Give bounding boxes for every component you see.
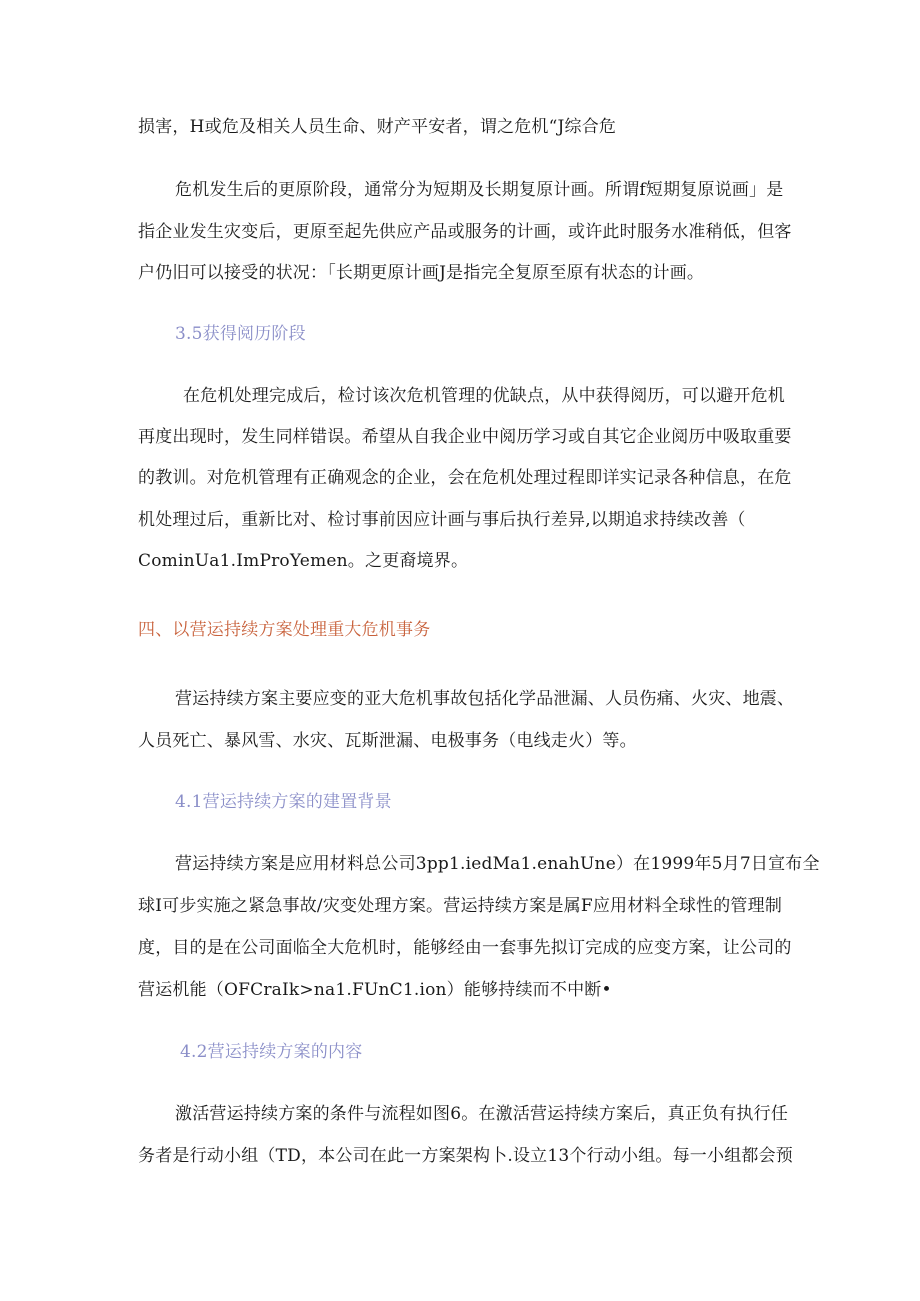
paragraph-line: 损害，H或危及相关人员生命、财产平安者，谓之危机“J综合危 — [138, 117, 617, 137]
paragraph-line: 户仍旧可以接受的状况：「长期更原计画J是指完全复原至原有状态的计画。 — [138, 263, 705, 283]
section-heading-3-5: 3.5获得阅历阶段 — [175, 324, 306, 344]
paragraph-line: 危机发生后的更原阶段，通常分为短期及长期复原计画。所谓f短期复原说画」是 — [175, 180, 784, 200]
paragraph-line: CominUa1.ImProYemen。之更裔境界。 — [138, 551, 469, 571]
paragraph-line: 指企业发生灾变后，更原至起先供应产品或服务的计画，或许此时服务水准稍低，但客 — [138, 222, 792, 242]
paragraph-line: 再度出现时，发生同样错误。希望从自我企业中阅历学习或自其它企业阅历中吸取重要 — [138, 427, 792, 447]
paragraph-line: 球I可步实施之紧急事故/灾变处理方案。营运持续方案是属F应用材料全球性的管理制 — [138, 896, 783, 916]
section-heading-4-1: 4.1营运持续方案的建置背景 — [175, 792, 392, 812]
paragraph-line: 人员死亡、暴风雪、水灾、瓦斯泄漏、电极事务（电线走火）等。 — [138, 731, 637, 751]
paragraph-line: 在危机处理完成后，检讨该次危机管理的优缺点，从中获得阅历，可以避开危机 — [183, 386, 785, 406]
paragraph-line: 机处理过后，重新比对、检讨事前因应计画与事后执行差异,以期追求持续改善（ — [138, 510, 746, 530]
paragraph-line: 营运机能（OFCraIk>na1.FUnC1.ion）能够持续而不中断• — [138, 980, 612, 1000]
paragraph-line: 营运持续方案是应用材料总公司3pp1.iedMa1.enahUne）在1999年5月7日宣布全 — [175, 854, 820, 874]
section-heading-4-2: 4.2营运持续方案的内容 — [180, 1042, 363, 1062]
paragraph-line: 的教训。对危机管理有正确观念的企业，会在危机处理过程即详实记录各种信息，在危 — [138, 468, 792, 488]
paragraph-line: 激活营运持续方案的条件与流程如图6。在激活营运持续方案后，真正负有执行任 — [175, 1104, 789, 1124]
section-heading-4: 四、以营运持续方案处理重大危机事务 — [138, 620, 431, 640]
paragraph-line: 务者是行动小组（TD，本公司在此一方案架构卜.设立13个行动小组。每一小组都会预 — [138, 1146, 794, 1166]
paragraph-line: 度，目的是在公司面临全大危机时，能够经由一套事先拟订完成的应变方案，让公司的 — [138, 938, 792, 958]
paragraph-line: 营运持续方案主要应变的亚大危机事故包括化学品泄漏、人员伤痛、火灾、地震、 — [175, 689, 795, 709]
